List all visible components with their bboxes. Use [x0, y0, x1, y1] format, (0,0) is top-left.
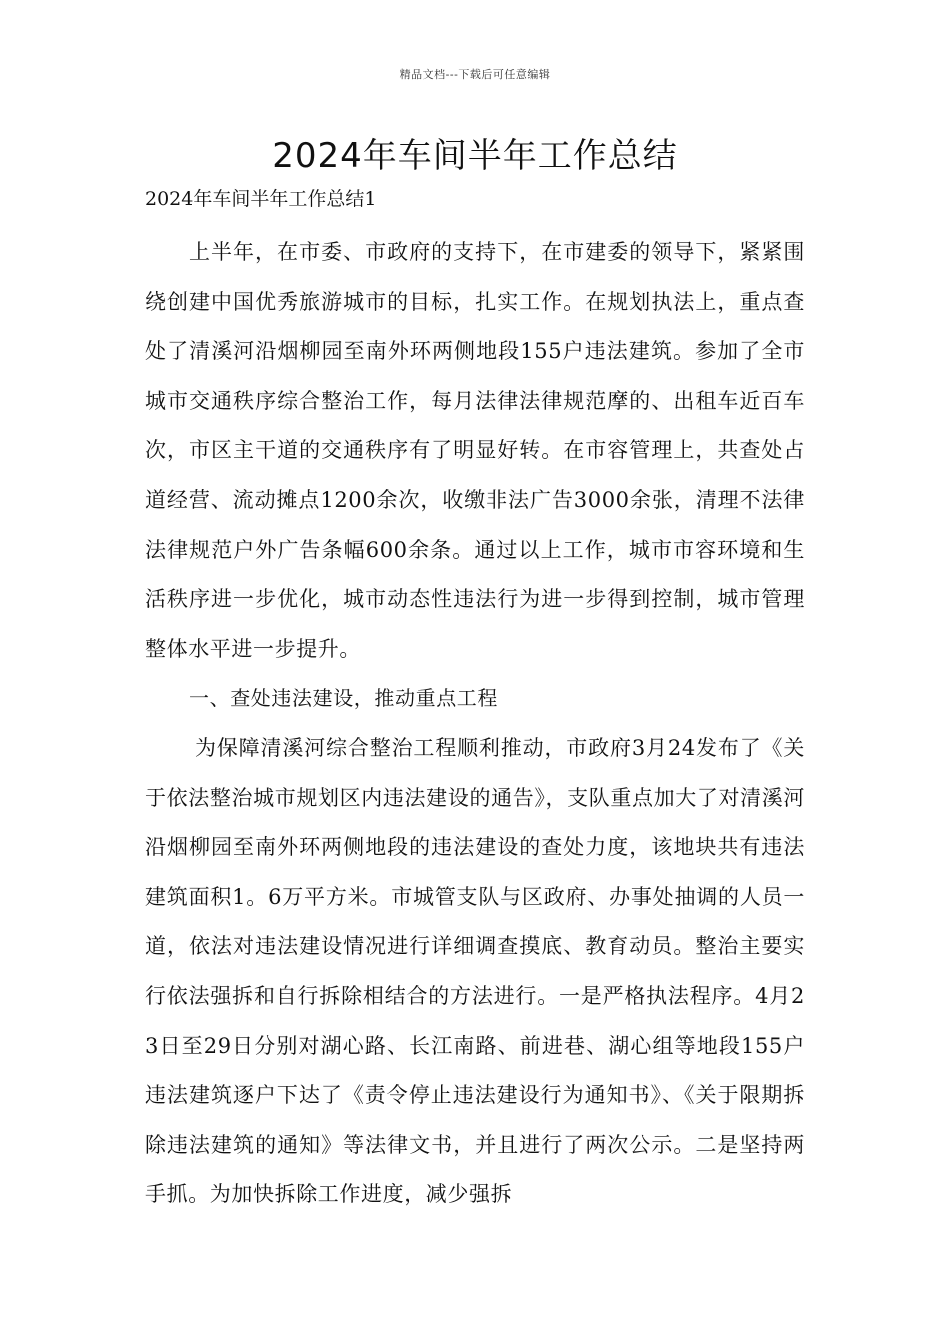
document-title: 2024年车间半年工作总结	[272, 136, 678, 176]
section-heading-1: 一、查处违法建设，推动重点工程	[189, 686, 498, 711]
document-body	[145, 228, 805, 1220]
document-subtitle: 2024年车间半年工作总结1	[145, 188, 377, 210]
paragraph-2: 为保障清溪河综合整治工程顺利推动，市政府3月24发布了《关于依法整治城市规划区内违法建设的通告》，支队重点加大了对清溪河沿烟柳园至南外环两侧地段的违法建设的查处力度，该地块共有违法建筑面积1。6万平方米。市城管支队与区政府、办事处抽调的人员一道，依法对违法建设情况进行详细调查摸底、教育动员。整治主要实行依法强拆和自行拆除相结合的方法进行。一是严格执法程序。4月23日至29日分别对湖心路、长江南路、前进巷、湖心组等地段155户违法建筑逐户下达了《责令停止违法建设行为通知书》、《关于限期拆除违法建筑的通知》等法律文书，并且进行了两次公示。二是坚持两手抓。为加快拆除工作进度，减少强拆	[145, 735, 805, 1207]
header-note: 精品文档---下载后可任意编辑	[399, 68, 551, 81]
paragraph-1: 上半年，在市委、市政府的支持下，在市建委的领导下，紧紧围绕创建中国优秀旅游城市的目标，扎实工作。在规划执法上，重点查处了清溪河沿烟柳园至南外环两侧地段155户违法建筑。参加了全市城市交通秩序综合整治工作，每月法律法律规范摩的、出租车近百车次，市区主干道的交通秩序有了明显好转。在市容管理上，共查处占道经营、流动摊点1200余次，收缴非法广告3000余张，清理不法律法律规范户外广告条幅600余条。通过以上工作，城市市容环境和生活秩序进一步优化，城市动态性违法行为进一步得到控制，城市管理整体水平进一步提升。	[145, 240, 805, 661]
